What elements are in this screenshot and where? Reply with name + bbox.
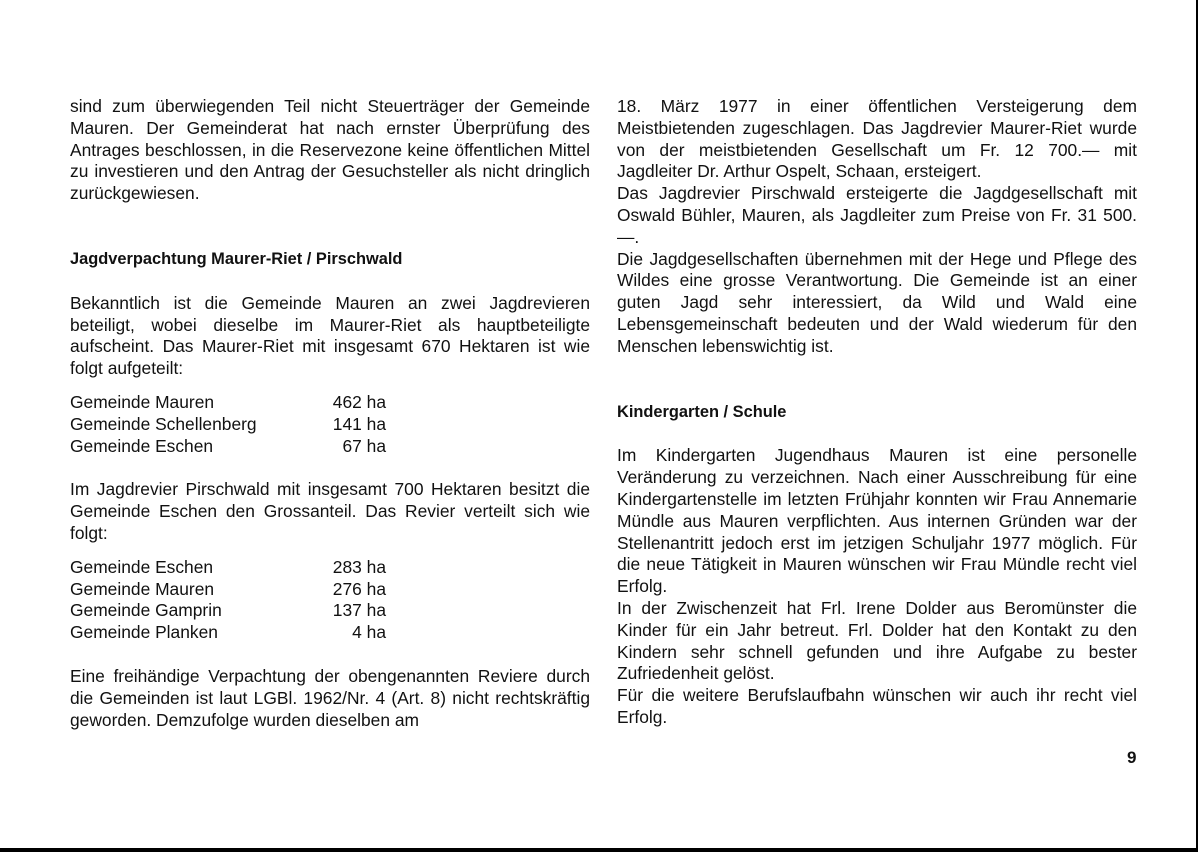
paragraph-versteigerung: 18. März 1977 in einer öffentlichen Versteigerung dem Meistbietenden zugeschlagen. Das Jagdrevier Maurer-Riet wurde von der meistbietenden Gesellschaft um Fr. 12 700.— mit Jagdleiter Dr. Arthur Ospelt, Schaan, ersteigert.: [617, 96, 1137, 182]
paragraph-pirschwald-ersteigert: Das Jagdrevier Pirschwald ersteigerte die Jagdgesellschaft mit Oswald Bühler, Mauren, als Jagdleiter zum Preise von Fr. 31 500.—.: [617, 183, 1137, 247]
table-row: [70, 436, 386, 458]
table-row: [70, 392, 386, 414]
intro-paragraph: sind zum überwiegenden Teil nicht Steuerträger der Gemeinde Mauren. Der Gemeinderat hat nach ernster Überprüfung des Antrages beschlossen, in die Reservezone keine öffentlichen Mittel zu investieren und den Antrag der Gesuchsteller als nicht dringlich zurückgewiesen.: [70, 96, 590, 204]
maurer-riet-table: [70, 392, 386, 457]
table-cell-value: 462 ha: [332, 391, 386, 412]
table-row: [70, 557, 386, 579]
paragraph-hege: Die Jagdgesellschaften übernehmen mit der Hege und Pflege des Wildes eine grosse Verantwortung. Die Gemeinde ist an einer guten Jagd sehr interessiert, da Wild und Wald eine Lebensgemeinschaft bedeuten und der Wald wiederum für den Menschen lebenswichtig ist.: [617, 248, 1137, 356]
table-cell-value: 141 ha: [332, 413, 386, 434]
table-cell-value: 4 ha: [352, 622, 386, 643]
section-heading-jagd: Jagdverpachtung Maurer-Riet / Pirschwald: [70, 249, 403, 268]
paragraph-zwischenzeit: In der Zwischenzeit hat Frl. Irene Dolder aus Beromünster die Kinder für ein Jahr betreut. Frl. Dolder hat den Kontakt zu den Kindern sehr schnell gefunden und ihre Aufgabe zu bester Zufriedenheit gelöst.: [617, 597, 1137, 684]
section-heading-kindergarten: Kindergarten / Schule: [617, 402, 787, 421]
table-cell-value: 283 ha: [332, 556, 386, 577]
table-row: [70, 579, 386, 601]
table-row: [70, 622, 386, 644]
table-cell-name: Gemeinde Mauren: [70, 578, 215, 599]
right-column: [617, 96, 1137, 729]
table-cell-name: Gemeinde Schellenberg: [70, 413, 257, 434]
table-cell-name: Gemeinde Planken: [70, 622, 218, 643]
paragraph-verpachtung: Eine freihändige Verpachtung der obengenannten Reviere durch die Gemeinden ist laut LGBl. 1962/Nr. 4 (Art. 8) nicht rechtskräftig geworden. Demzufolge wurden dieselben am: [70, 665, 590, 730]
page-number: 9: [1127, 748, 1137, 767]
paragraph-pirschwald: Im Jagdrevier Pirschwald mit insgesamt 700 Hektaren besitzt die Gemeinde Eschen den Grossanteil. Das Revier verteilt sich wie folgt:: [70, 479, 590, 543]
table-cell-value: 276 ha: [332, 578, 386, 599]
table-cell-value: 67 ha: [342, 435, 386, 456]
pirschwald-table: [70, 557, 386, 644]
paragraph-berufslaufbahn: Für die weitere Berufslaufbahn wünschen wir auch ihr recht viel Erfolg.: [617, 685, 1137, 727]
left-column: [70, 96, 590, 731]
table-row: [70, 600, 386, 622]
table-cell-name: Gemeinde Mauren: [70, 391, 215, 412]
table-cell-name: Gemeinde Gamprin: [70, 600, 222, 621]
paragraph-kindergarten: Im Kindergarten Jugendhaus Mauren ist eine personelle Veränderung zu verzeichnen. Nach einer Ausschreibung für eine Kindergartenstelle im letzten Frühjahr konnten wir Frau Annemarie Mündle aus Mauren verpflichten. Aus internen Gründen war der Stellenantritt jedoch erst im jetzigen Schuljahr 1977 möglich. Für die neue Tätigkeit in Mauren wünschen wir Frau Mündle recht viel Erfolg.: [617, 445, 1137, 597]
table-cell-value: 137 ha: [332, 600, 386, 621]
paragraph-jagdreviere: Bekanntlich ist die Gemeinde Mauren an zwei Jagdrevieren beteiligt, wobei dieselbe im Maurer-Riet als hauptbeteiligte aufscheint. Das Maurer-Riet mit insgesamt 670 Hektaren ist wie folgt aufgeteilt:: [70, 292, 590, 379]
table-cell-name: Gemeinde Eschen: [70, 556, 214, 577]
table-row: [70, 414, 386, 436]
table-cell-name: Gemeinde Eschen: [70, 435, 214, 456]
